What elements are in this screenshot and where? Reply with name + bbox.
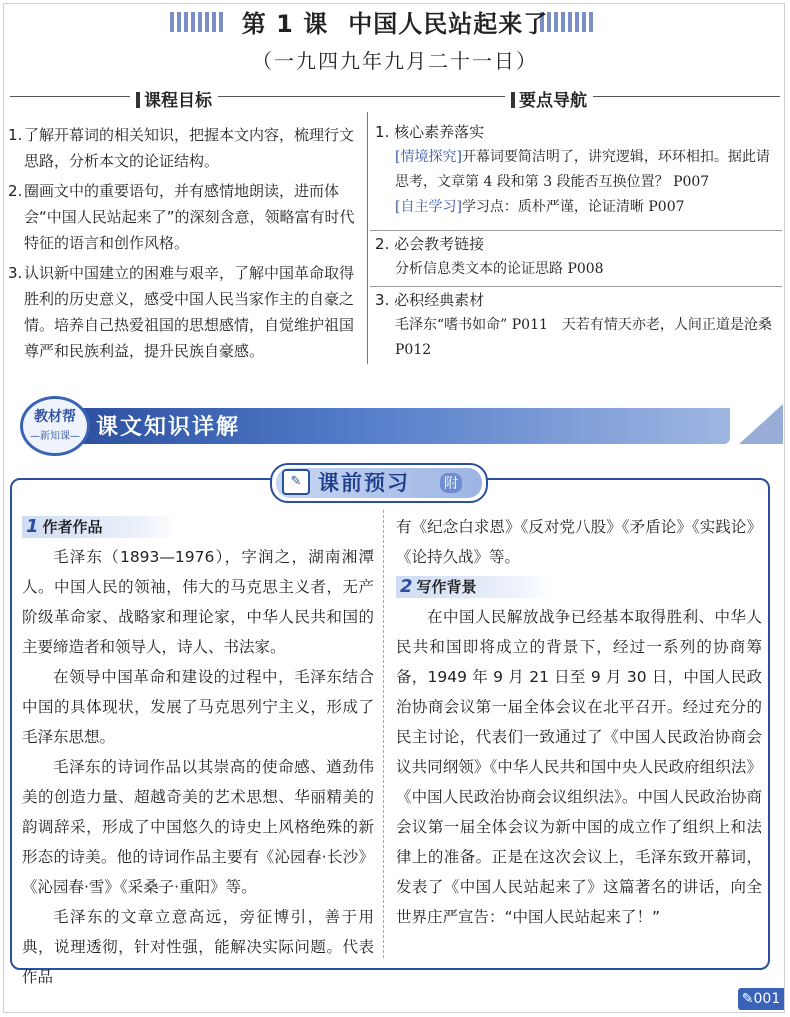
objective-item — [8, 260, 364, 364]
section-banner — [8, 396, 783, 456]
works-continued: 有《纪念白求恩》《反对党八股》《矛盾论》《实践论》《论持久战》等。 — [396, 518, 762, 566]
background-paragraph: 在中国人民解放战争已经基本取得胜利、中华人民共和国即将成立的背景下，经过一系列的协商筹备，1949 年 9 月 21 日至 9 月 30 日，中国人民政治协商会议第一届全体会议在北平召开。经过充分的民主讨论，代表们一致通过了《中国人民政治协商会议共同纲领》《中华人民共和国中央人民政府组织法》《中国人民政治协商会议组织法》。中国人民政治协商会议第一届全体会议为新中国的成立作了组织上和法律上的准备。正是在这次会议上，毛泽东致开幕词，发表了《中国人民站起来了》这篇著名的讲话，向全世界庄严宣告：“中国人民站起来了！” — [396, 608, 762, 926]
objectives-heading — [130, 86, 218, 111]
tag-situational: [情境探究] — [395, 149, 462, 165]
objective-number: 1. — [8, 126, 23, 144]
objective-item — [8, 122, 364, 174]
preview-title: 课前预习 — [318, 471, 410, 495]
objectives-heading-text: 课程目标 — [144, 91, 212, 111]
banner-title: 课文知识详解 — [96, 415, 241, 440]
guide-heading — [505, 86, 593, 111]
author-paragraph: 在领导中国革命和建设的过程中，毛泽东结合中国的具体现状，发展了马克思列宁主义，形成了毛泽东思想。 — [22, 668, 374, 746]
notebook-icon: ✎ — [282, 469, 310, 495]
badge-subtitle: —新知课— — [30, 431, 80, 442]
section-label-author — [22, 516, 176, 538]
page-number — [738, 988, 784, 1010]
objective-text: 了解开幕词的相关知识，把握本文内容，梳理行文思路，分析本文的论证结构。 — [24, 126, 355, 170]
objective-item — [8, 178, 364, 256]
guide-line-text: 分析信息类文本的论证思路 P008 — [395, 261, 604, 277]
guide-line — [375, 145, 775, 195]
objective-number: 3. — [8, 264, 23, 282]
section-number: 1 — [26, 516, 39, 537]
preview-column-divider — [383, 510, 384, 958]
badge-title: 教材帮 — [34, 409, 76, 425]
guide-separator — [370, 230, 782, 231]
objective-text: 圈画文中的重要语句，并有感情地朗读，进而体会“中国人民站起来了”的深刻含意，领略富有时代特征的语言和创作风格。 — [24, 182, 355, 252]
page-title — [0, 4, 790, 39]
lesson-date: （一九四九年九月二十一日） — [252, 49, 538, 73]
objective-text: 认识新中国建立的困难与艰辛，了解中国革命取得胜利的历史意义，感受中国人民当家作主的自豪之情。培养自己热爱祖国的思想感情，自觉维护祖国尊严和民族利益，提升民族自豪感。 — [24, 264, 355, 360]
guide-line-text: 开幕词要简洁明了，讲究逻辑，环环相扣。据此请思考，文章第 4 段和第 3 段能否互换位置？ P007 — [395, 149, 770, 190]
guide-heading-text: 要点导航 — [519, 91, 587, 111]
author-paragraph: 毛泽东的诗词作品以其崇高的使命感、遒劲伟美的创造力量、超越奇美的艺术思想、华丽精美的韵调辞采，形成了中国悠久的诗史上风格绝殊的新形态的诗美。他的诗词作品主要有《沁园春·长沙》《沁园春·雪》《采桑子·重阳》等。 — [22, 758, 374, 896]
guide-item-heading: 2. 必会教考链接 — [375, 235, 485, 253]
author-paragraph: 毛泽东（1893—1976），字润之，湖南湘潭人。中国人民的领袖，伟大的马克思主义者，无产阶级革命家、战略家和理论家，中华人民共和国的主要缔造者和领导人，诗人、书法家。 — [22, 548, 374, 656]
section-number: 2 — [400, 576, 413, 597]
guide-item-exam — [375, 232, 775, 282]
guide-separator — [370, 286, 782, 287]
textbook-badge — [20, 396, 90, 456]
guide-item-heading: 3. 必积经典素材 — [375, 291, 485, 309]
guide-item-core — [375, 120, 775, 220]
tag-self-study: [自主学习] — [395, 199, 462, 215]
guide-line-text: 毛泽东“嗜书如命” P011 天若有情天亦老，人间正道是沧桑 P012 — [395, 317, 772, 358]
header-rule — [10, 96, 780, 97]
objective-number: 2. — [8, 182, 23, 200]
attach-badge: 附 — [440, 473, 462, 493]
lesson-title: 中国人民站起来了 — [348, 10, 549, 38]
column-divider — [367, 112, 368, 364]
guide-item-material — [375, 288, 775, 363]
page-number-text: 001 — [753, 991, 781, 1007]
guide-line — [375, 195, 775, 220]
author-paragraph: 毛泽东的文章立意高远，旁征博引，善于用典，说理透彻，针对性强，能解决实际问题。代表作品 — [22, 908, 374, 986]
section-label-text: 作者作品 — [42, 518, 103, 536]
section-label-background — [396, 576, 550, 598]
lesson-number: 第 1 课 — [241, 10, 329, 38]
section-label-text: 写作背景 — [416, 578, 477, 596]
banner-arrow-icon — [739, 404, 783, 444]
guide-line-text: 学习点：质朴严谨，论证清晰 P007 — [461, 199, 685, 215]
preview-pill — [270, 463, 488, 503]
guide-item-heading: 1. 核心素养落实 — [375, 123, 485, 141]
pencil-icon: ✎ — [741, 991, 754, 1007]
